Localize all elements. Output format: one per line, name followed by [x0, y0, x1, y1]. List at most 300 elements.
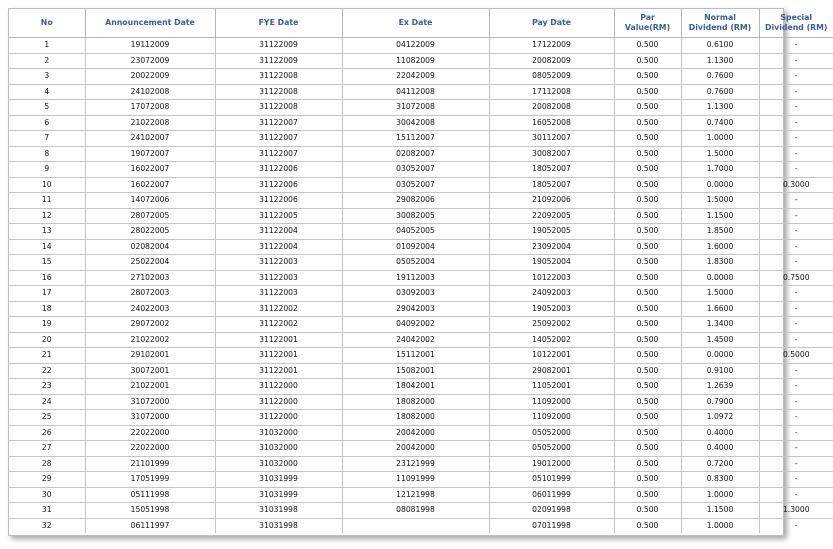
cell-special-dividend: -: [759, 255, 833, 271]
cell-fye-date: 31122001: [215, 348, 342, 364]
cell-normal-dividend: 0.6100: [681, 38, 759, 54]
table-row: [9, 100, 833, 116]
cell-special-dividend: 0.5000: [759, 348, 833, 364]
cell-normal-dividend: 0.7600: [681, 84, 759, 100]
cell-pay-date: 22092005: [489, 208, 614, 224]
cell-par-value: 0.500: [614, 162, 681, 178]
cell-ex-date: 15112007: [342, 131, 489, 147]
table-row: [9, 131, 833, 147]
cell-pay-date: 11092000: [489, 394, 614, 410]
cell-par-value: 0.500: [614, 84, 681, 100]
table-header-row: [9, 9, 833, 38]
table-row: [9, 363, 833, 379]
cell-normal-dividend: 0.7400: [681, 115, 759, 131]
cell-no: 5: [9, 100, 85, 116]
cell-pay-date: 08052009: [489, 69, 614, 85]
cell-special-dividend: -: [759, 487, 833, 503]
cell-ex-date: 15082001: [342, 363, 489, 379]
cell-announcement-date: 27102003: [85, 270, 215, 286]
cell-fye-date: 31031999: [215, 487, 342, 503]
cell-ex-date: 08081998: [342, 503, 489, 519]
cell-announcement-date: 16022007: [85, 177, 215, 193]
cell-ex-date: 20042000: [342, 425, 489, 441]
cell-par-value: 0.500: [614, 208, 681, 224]
cell-no: 12: [9, 208, 85, 224]
cell-ex-date: [342, 518, 489, 533]
cell-par-value: 0.500: [614, 487, 681, 503]
cell-special-dividend: -: [759, 100, 833, 116]
cell-pay-date: 05052000: [489, 425, 614, 441]
cell-ex-date: 05052004: [342, 255, 489, 271]
cell-par-value: 0.500: [614, 348, 681, 364]
cell-no: 14: [9, 239, 85, 255]
cell-normal-dividend: 0.7900: [681, 394, 759, 410]
cell-announcement-date: 22022000: [85, 425, 215, 441]
cell-announcement-date: 14072006: [85, 193, 215, 209]
cell-par-value: 0.500: [614, 301, 681, 317]
table-row: [9, 503, 833, 519]
header-normal-dividend: Normal Dividend (RM): [681, 9, 759, 38]
cell-fye-date: 31122004: [215, 239, 342, 255]
cell-par-value: 0.500: [614, 100, 681, 116]
cell-par-value: 0.500: [614, 363, 681, 379]
cell-announcement-date: 29102001: [85, 348, 215, 364]
cell-no: 26: [9, 425, 85, 441]
cell-special-dividend: 0.3000: [759, 177, 833, 193]
cell-par-value: 0.500: [614, 425, 681, 441]
cell-no: 19: [9, 317, 85, 333]
cell-announcement-date: 23072009: [85, 53, 215, 69]
cell-par-value: 0.500: [614, 38, 681, 54]
cell-normal-dividend: 0.0000: [681, 177, 759, 193]
table-row: [9, 146, 833, 162]
cell-special-dividend: -: [759, 425, 833, 441]
table-body: [9, 38, 833, 534]
cell-fye-date: 31031998: [215, 518, 342, 533]
cell-fye-date: 31122004: [215, 224, 342, 240]
cell-fye-date: 31122005: [215, 208, 342, 224]
cell-fye-date: 31122003: [215, 255, 342, 271]
cell-no: 11: [9, 193, 85, 209]
table-row: [9, 69, 833, 85]
cell-ex-date: 19112003: [342, 270, 489, 286]
cell-no: 29: [9, 472, 85, 488]
cell-ex-date: 29082006: [342, 193, 489, 209]
cell-special-dividend: -: [759, 301, 833, 317]
table-row: [9, 239, 833, 255]
cell-par-value: 0.500: [614, 518, 681, 533]
cell-par-value: 0.500: [614, 224, 681, 240]
cell-pay-date: 07011998: [489, 518, 614, 533]
cell-no: 24: [9, 394, 85, 410]
cell-ex-date: 04112008: [342, 84, 489, 100]
cell-fye-date: 31031998: [215, 503, 342, 519]
cell-par-value: 0.500: [614, 69, 681, 85]
table-row: [9, 270, 833, 286]
cell-announcement-date: 28072003: [85, 286, 215, 302]
cell-no: 17: [9, 286, 85, 302]
cell-normal-dividend: 1.4500: [681, 332, 759, 348]
cell-announcement-date: 21022008: [85, 115, 215, 131]
cell-ex-date: 31072008: [342, 100, 489, 116]
cell-no: 10: [9, 177, 85, 193]
cell-normal-dividend: 1.5000: [681, 146, 759, 162]
cell-fye-date: 31031999: [215, 472, 342, 488]
cell-special-dividend: -: [759, 38, 833, 54]
cell-announcement-date: 05111998: [85, 487, 215, 503]
cell-special-dividend: -: [759, 332, 833, 348]
header-pay-date: Pay Date: [489, 9, 614, 38]
cell-special-dividend: -: [759, 84, 833, 100]
cell-ex-date: 22042009: [342, 69, 489, 85]
cell-ex-date: 29042003: [342, 301, 489, 317]
cell-ex-date: 23121999: [342, 456, 489, 472]
cell-announcement-date: 24022003: [85, 301, 215, 317]
cell-pay-date: 05101999: [489, 472, 614, 488]
cell-normal-dividend: 0.9100: [681, 363, 759, 379]
cell-no: 27: [9, 441, 85, 457]
cell-normal-dividend: 0.7200: [681, 456, 759, 472]
cell-normal-dividend: 0.4000: [681, 441, 759, 457]
cell-pay-date: 10122001: [489, 348, 614, 364]
cell-normal-dividend: 0.0000: [681, 270, 759, 286]
cell-special-dividend: -: [759, 286, 833, 302]
cell-fye-date: 31032000: [215, 441, 342, 457]
cell-no: 13: [9, 224, 85, 240]
table-row: [9, 332, 833, 348]
cell-special-dividend: -: [759, 410, 833, 426]
cell-special-dividend: -: [759, 441, 833, 457]
cell-announcement-date: 15051998: [85, 503, 215, 519]
cell-no: 20: [9, 332, 85, 348]
cell-pay-date: 24092003: [489, 286, 614, 302]
cell-ex-date: 20042000: [342, 441, 489, 457]
cell-fye-date: 31122006: [215, 162, 342, 178]
cell-fye-date: 31122006: [215, 177, 342, 193]
cell-pay-date: 21092006: [489, 193, 614, 209]
cell-special-dividend: 1.3000: [759, 503, 833, 519]
cell-announcement-date: 30072001: [85, 363, 215, 379]
cell-announcement-date: 06111997: [85, 518, 215, 533]
cell-pay-date: 10122003: [489, 270, 614, 286]
cell-special-dividend: -: [759, 208, 833, 224]
cell-no: 18: [9, 301, 85, 317]
dividend-history-table: [9, 9, 833, 533]
cell-normal-dividend: 1.3400: [681, 317, 759, 333]
cell-par-value: 0.500: [614, 286, 681, 302]
cell-announcement-date: 19112009: [85, 38, 215, 54]
cell-par-value: 0.500: [614, 456, 681, 472]
table-row: [9, 162, 833, 178]
cell-fye-date: 31122001: [215, 363, 342, 379]
cell-no: 15: [9, 255, 85, 271]
cell-announcement-date: 16022007: [85, 162, 215, 178]
cell-ex-date: 18082000: [342, 394, 489, 410]
table-row: [9, 518, 833, 533]
cell-fye-date: 31122003: [215, 270, 342, 286]
cell-ex-date: 24042002: [342, 332, 489, 348]
cell-normal-dividend: 1.5000: [681, 286, 759, 302]
cell-fye-date: 31032000: [215, 456, 342, 472]
dividend-table-frame: [8, 8, 828, 536]
cell-pay-date: 19052005: [489, 224, 614, 240]
cell-par-value: 0.500: [614, 394, 681, 410]
table-row: [9, 53, 833, 69]
cell-no: 25: [9, 410, 85, 426]
table-row: [9, 38, 833, 54]
cell-announcement-date: 17072008: [85, 100, 215, 116]
table-row: [9, 301, 833, 317]
cell-no: 28: [9, 456, 85, 472]
cell-no: 4: [9, 84, 85, 100]
cell-pay-date: 30112007: [489, 131, 614, 147]
table-row: [9, 456, 833, 472]
table-row: [9, 410, 833, 426]
cell-par-value: 0.500: [614, 332, 681, 348]
cell-pay-date: 30082007: [489, 146, 614, 162]
cell-special-dividend: -: [759, 224, 833, 240]
cell-pay-date: 11092000: [489, 410, 614, 426]
cell-no: 9: [9, 162, 85, 178]
cell-par-value: 0.500: [614, 255, 681, 271]
table-row: [9, 379, 833, 395]
cell-par-value: 0.500: [614, 441, 681, 457]
cell-announcement-date: 21101999: [85, 456, 215, 472]
cell-normal-dividend: 1.8500: [681, 224, 759, 240]
cell-par-value: 0.500: [614, 410, 681, 426]
cell-special-dividend: -: [759, 193, 833, 209]
cell-special-dividend: -: [759, 69, 833, 85]
table-row: [9, 84, 833, 100]
cell-ex-date: 30082005: [342, 208, 489, 224]
cell-special-dividend: -: [759, 472, 833, 488]
cell-normal-dividend: 1.6600: [681, 301, 759, 317]
cell-par-value: 0.500: [614, 177, 681, 193]
cell-special-dividend: -: [759, 239, 833, 255]
cell-ex-date: 11091999: [342, 472, 489, 488]
header-announcement-date: Announcement Date: [85, 9, 215, 38]
cell-special-dividend: -: [794, 520, 798, 530]
cell-announcement-date: 22022000: [85, 441, 215, 457]
cell-special-dividend: -: [759, 131, 833, 147]
cell-par-value: 0.500: [614, 146, 681, 162]
table-row: [9, 208, 833, 224]
cell-ex-date: 18082000: [342, 410, 489, 426]
table-row: [9, 425, 833, 441]
header-fye-date: FYE Date: [215, 9, 342, 38]
cell-par-value: 0.500: [614, 239, 681, 255]
table-row: [9, 348, 833, 364]
cell-ex-date: 04092002: [342, 317, 489, 333]
cell-announcement-date: 31072000: [85, 394, 215, 410]
cell-special-dividend: -: [759, 363, 833, 379]
cell-pay-date: 02091998: [489, 503, 614, 519]
cell-normal-dividend: 1.0000: [681, 487, 759, 503]
table-row: [9, 487, 833, 503]
cell-par-value: 0.500: [614, 193, 681, 209]
cell-no: 6: [9, 115, 85, 131]
cell-fye-date: 31122000: [215, 410, 342, 426]
cell-no: 31: [9, 503, 85, 519]
header-ex-date: Ex Date: [342, 9, 489, 38]
cell-normal-dividend: 1.1500: [681, 208, 759, 224]
cell-ex-date: 03092003: [342, 286, 489, 302]
cell-par-value: 0.500: [614, 317, 681, 333]
cell-normal-dividend: 1.8300: [681, 255, 759, 271]
cell-par-value: 0.500: [614, 379, 681, 395]
cell-fye-date: 31122009: [215, 38, 342, 54]
cell-no: 32: [9, 518, 85, 533]
table-row: [9, 115, 833, 131]
cell-fye-date: 31032000: [215, 425, 342, 441]
cell-special-dividend: -: [759, 146, 833, 162]
cell-no: 23: [9, 379, 85, 395]
cell-special-dividend: -: [759, 115, 833, 131]
cell-normal-dividend: 1.1300: [681, 53, 759, 69]
cell-pay-date: 06011999: [489, 487, 614, 503]
cell-fye-date: 31122007: [215, 131, 342, 147]
cell-announcement-date: 17051999: [85, 472, 215, 488]
cell-announcement-date: 28022005: [85, 224, 215, 240]
cell-no: 30: [9, 487, 85, 503]
cell-par-value: 0.500: [614, 53, 681, 69]
cell-normal-dividend: 0.7600: [681, 69, 759, 85]
cell-normal-dividend: 1.0000: [681, 518, 759, 533]
cell-normal-dividend: 1.1500: [681, 503, 759, 519]
cell-no: 8: [9, 146, 85, 162]
cell-pay-date: 25092002: [489, 317, 614, 333]
cell-pay-date: 23092004: [489, 239, 614, 255]
table-row: [9, 286, 833, 302]
cell-special-dividend: -: [759, 394, 833, 410]
cell-no: 3: [9, 69, 85, 85]
header-special-dividend: Special Dividend (RM): [759, 9, 833, 38]
cell-no: 22: [9, 363, 85, 379]
cell-special-dividend: -: [759, 53, 833, 69]
cell-normal-dividend: 1.0972: [681, 410, 759, 426]
cell-fye-date: 31122006: [215, 193, 342, 209]
cell-ex-date: 30042008: [342, 115, 489, 131]
cell-announcement-date: 29072002: [85, 317, 215, 333]
cell-fye-date: 31122000: [215, 394, 342, 410]
cell-fye-date: 31122002: [215, 317, 342, 333]
table-row: [9, 177, 833, 193]
cell-pay-date: 20082008: [489, 100, 614, 116]
table-row: [9, 317, 833, 333]
cell-fye-date: 31122002: [215, 301, 342, 317]
table-row: [9, 472, 833, 488]
cell-fye-date: 31122001: [215, 332, 342, 348]
cell-normal-dividend: 1.7000: [681, 162, 759, 178]
cell-par-value: 0.500: [614, 503, 681, 519]
cell-pay-date: 19052003: [489, 301, 614, 317]
cell-fye-date: 31122000: [215, 379, 342, 395]
cell-announcement-date: 24102007: [85, 131, 215, 147]
cell-announcement-date: 28072005: [85, 208, 215, 224]
cell-fye-date: 31122007: [215, 146, 342, 162]
header-par-value: Par Value(RM): [614, 9, 681, 38]
cell-pay-date: 29082001: [489, 363, 614, 379]
cell-no: 2: [9, 53, 85, 69]
cell-announcement-date: 21022002: [85, 332, 215, 348]
cell-ex-date: 11082009: [342, 53, 489, 69]
cell-par-value: 0.500: [614, 270, 681, 286]
cell-ex-date: 15112001: [342, 348, 489, 364]
cell-pay-date: 11052001: [489, 379, 614, 395]
cell-pay-date: 18052007: [489, 162, 614, 178]
cell-announcement-date: 31072000: [85, 410, 215, 426]
cell-ex-date: 04052005: [342, 224, 489, 240]
cell-no: 1: [9, 38, 85, 54]
cell-no: 16: [9, 270, 85, 286]
cell-ex-date: 01092004: [342, 239, 489, 255]
cell-announcement-date: 02082004: [85, 239, 215, 255]
cell-no: 7: [9, 131, 85, 147]
cell-pay-date: 19052004: [489, 255, 614, 271]
cell-special-dividend: -: [759, 379, 833, 395]
cell-special-dividend: -: [759, 456, 833, 472]
cell-special-dividend: -: [759, 162, 833, 178]
cell-announcement-date: 19072007: [85, 146, 215, 162]
cell-no: 21: [9, 348, 85, 364]
cell-pay-date: 19012000: [489, 456, 614, 472]
cell-fye-date: 31122008: [215, 100, 342, 116]
cell-fye-date: 31122009: [215, 53, 342, 69]
cell-ex-date: 18042001: [342, 379, 489, 395]
cell-announcement-date: 20022009: [85, 69, 215, 85]
table-row: [9, 394, 833, 410]
cell-ex-date: 03052007: [342, 177, 489, 193]
cell-fye-date: 31122003: [215, 286, 342, 302]
cell-normal-dividend: 0.0000: [681, 348, 759, 364]
cell-normal-dividend: 0.8300: [681, 472, 759, 488]
cell-announcement-date: 21022001: [85, 379, 215, 395]
cell-ex-date: 02082007: [342, 146, 489, 162]
cell-pay-date: 05052000: [489, 441, 614, 457]
cell-announcement-date: 24102008: [85, 84, 215, 100]
cell-announcement-date: 25022004: [85, 255, 215, 271]
cell-pay-date: 18052007: [489, 177, 614, 193]
cell-normal-dividend: 1.5000: [681, 193, 759, 209]
cell-fye-date: 31122008: [215, 69, 342, 85]
cell-par-value: 0.500: [614, 115, 681, 131]
header-no: No: [9, 9, 85, 38]
cell-special-dividend: 0.7500: [759, 270, 833, 286]
cell-ex-date: 12121998: [342, 487, 489, 503]
cell-normal-dividend: 1.2639: [681, 379, 759, 395]
cell-ex-date: 03052007: [342, 162, 489, 178]
cell-fye-date: 31122007: [215, 115, 342, 131]
cell-ex-date: 04122009: [342, 38, 489, 54]
cell-pay-date: 20082009: [489, 53, 614, 69]
cell-normal-dividend: 1.6000: [681, 239, 759, 255]
cell-normal-dividend: 0.4000: [681, 425, 759, 441]
cell-special-dividend: -: [759, 317, 833, 333]
table-row: [9, 224, 833, 240]
cell-pay-date: 17122009: [489, 38, 614, 54]
cell-fye-date: 31122008: [215, 84, 342, 100]
cell-pay-date: 14052002: [489, 332, 614, 348]
cell-pay-date: 17112008: [489, 84, 614, 100]
cell-pay-date: 16052008: [489, 115, 614, 131]
cell-par-value: 0.500: [614, 131, 681, 147]
cell-par-value: 0.500: [614, 472, 681, 488]
table-row: [9, 255, 833, 271]
cell-normal-dividend: 1.0000: [681, 131, 759, 147]
table-row: [9, 193, 833, 209]
cell-normal-dividend: 1.1300: [681, 100, 759, 116]
table-row: [9, 441, 833, 457]
